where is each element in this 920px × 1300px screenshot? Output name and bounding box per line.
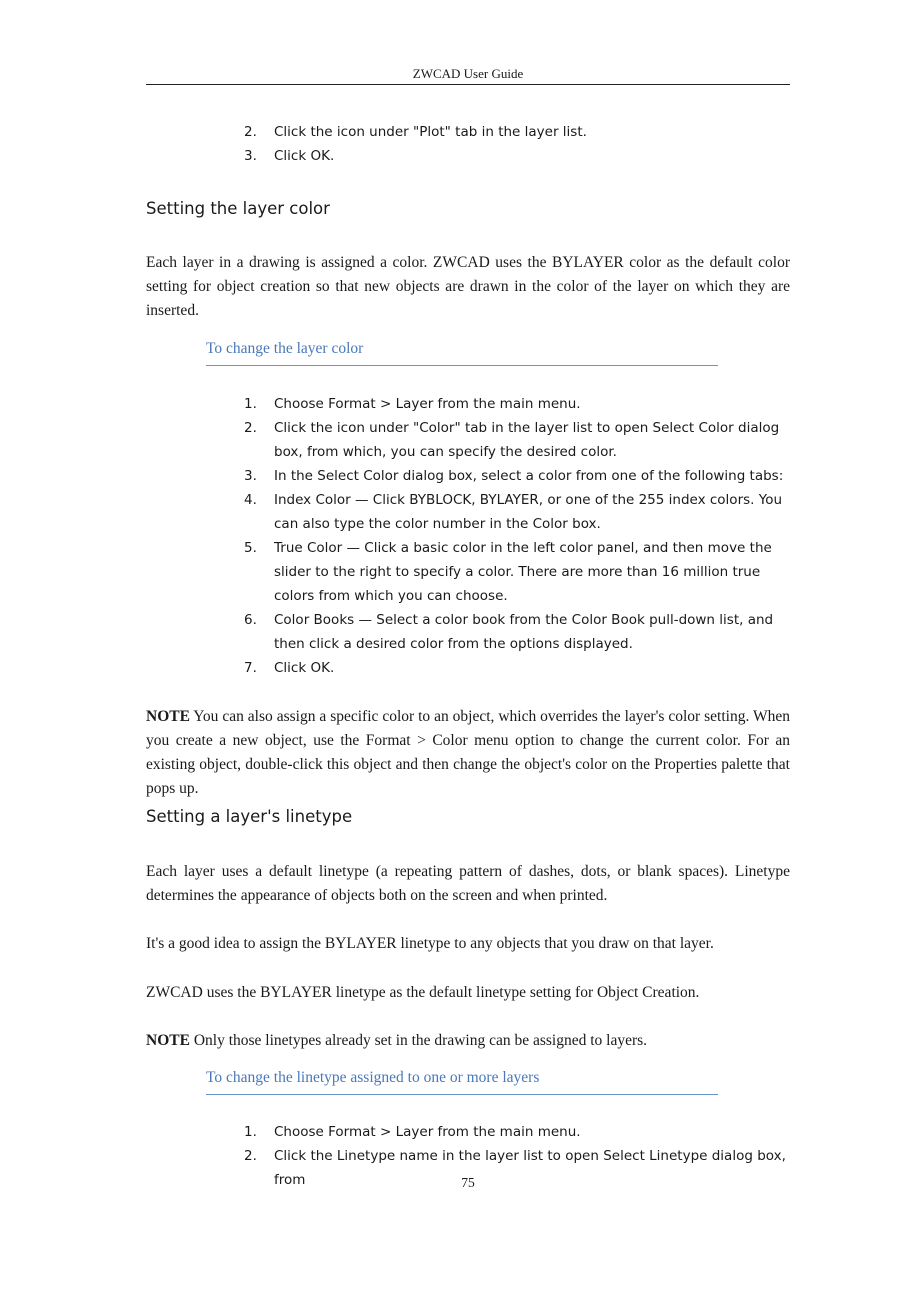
list-item: 5. True Color — Click a basic color in the left color panel, and then move the slider to the right to specify a color. There are more than 16 million true colors from which you can choose. (244, 540, 772, 604)
note-text: You can also assign a specific color to an object, which overrides the layer's color setting. When you create a new object, use the Format > Color menu option to change the current color. For an existing object, double-click this object and then change the object's color on the Properties palette that pops up. (146, 708, 790, 797)
list-item: 1. Choose Format > Layer from the main menu. (244, 1124, 581, 1140)
list-item: 2. Click the icon under "Color" tab in the layer list to open Select Color dialog box, from which, you can specify the desired color. (244, 420, 780, 460)
continued-steps-list (244, 120, 790, 168)
note-color-paragraph (146, 705, 790, 801)
procedure-heading-change-linetype: To change the linetype assigned to one or more layers (206, 1069, 718, 1095)
linetype-paragraph-1: Each layer uses a default linetype (a repeating pattern of dashes, dots, or blank spaces). Linetype determines the appearance of objects both on the screen and when printed. (146, 863, 790, 904)
list-item: 3. Click OK. (244, 148, 335, 164)
layer-color-paragraph: Each layer in a drawing is assigned a color. ZWCAD uses the BYLAYER color as the default color setting for object creation so that new objects are drawn in the color of the layer on which they are inserted. (146, 254, 790, 319)
section-heading-linetype: Setting a layer's linetype (146, 807, 353, 826)
linetype-paragraph-3: ZWCAD uses the BYLAYER linetype as the default linetype setting for Object Creation. (146, 984, 700, 1001)
list-item: 3. In the Select Color dialog box, select a color from one of the following tabs: (244, 468, 784, 484)
list-item: 2. Click the Linetype name in the layer list to open Select Linetype dialog box, from (244, 1148, 786, 1188)
list-item: 7. Click OK. (244, 660, 335, 676)
procedure-heading-change-color: To change the layer color (206, 340, 718, 366)
note-linetype-paragraph (146, 1029, 790, 1053)
list-item: 2. Click the icon under "Plot" tab in the layer list. (244, 124, 587, 140)
list-item: 6. Color Books — Select a color book from the Color Book pull-down list, and then click a desired color from the options displayed. (244, 612, 774, 652)
list-item: 1. Choose Format > Layer from the main menu. (244, 396, 581, 412)
note-text: Only those linetypes already set in the drawing can be assigned to layers. (189, 1032, 648, 1049)
note-label: NOTE (146, 1032, 190, 1049)
list-item: 4. Index Color — Click BYBLOCK, BYLAYER, or one of the 255 index colors. You can also type the color number in the Color box. (244, 492, 783, 532)
linetype-paragraph-2: It's a good idea to assign the BYLAYER linetype to any objects that you draw on that layer. (146, 935, 714, 952)
note-label: NOTE (146, 708, 190, 725)
change-color-steps-list (244, 392, 790, 680)
page-header: ZWCAD User Guide (146, 66, 790, 85)
page-number: 75 (461, 1175, 475, 1190)
section-heading-layer-color: Setting the layer color (146, 199, 330, 218)
